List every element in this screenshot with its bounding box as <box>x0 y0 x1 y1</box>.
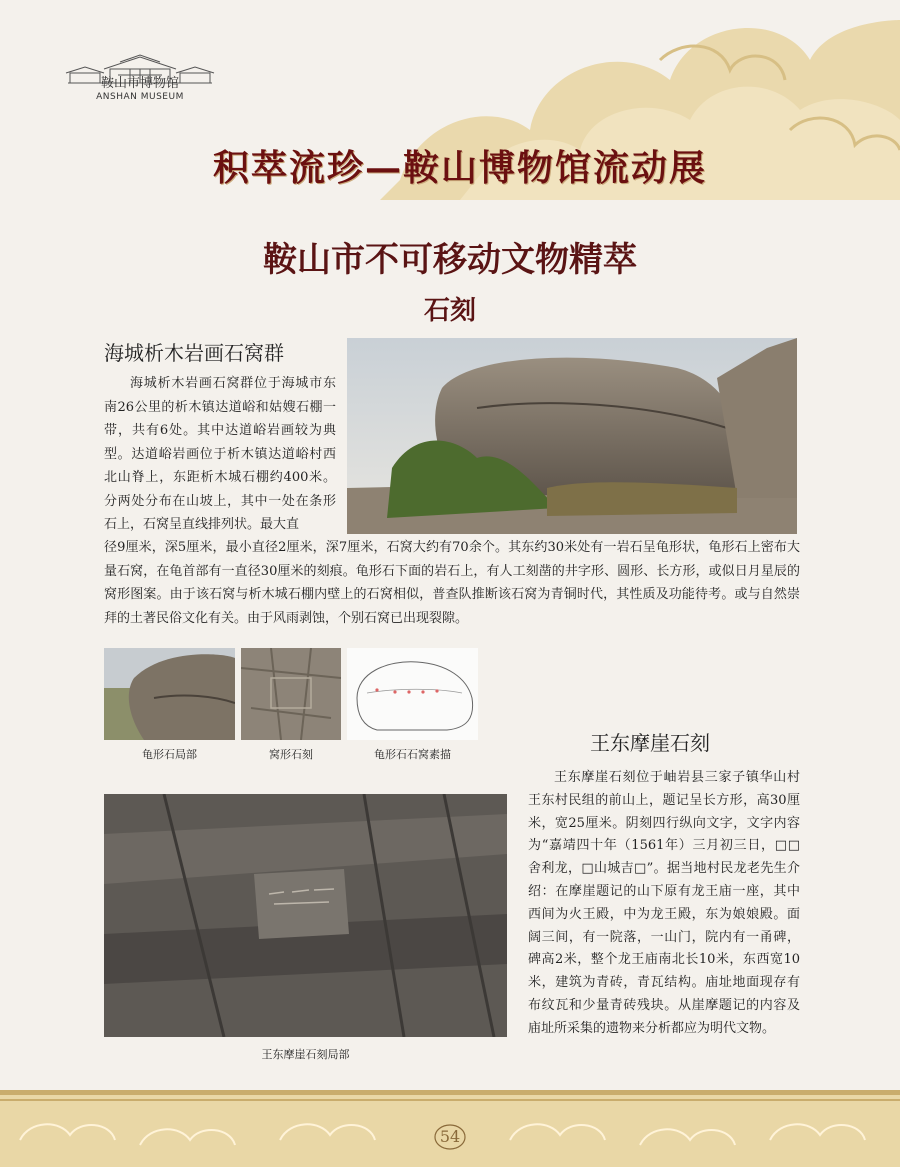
turtle-rock-detail-photo <box>104 648 235 740</box>
section2-title: 王东摩崖石刻 <box>590 731 710 755</box>
turtle-rock-photo <box>347 338 797 534</box>
section1-title: 海城析木岩画石窝群 <box>104 341 284 365</box>
nest-carving-photo <box>241 648 341 740</box>
caption-nest-carving: 窝形石刻 <box>269 748 313 761</box>
turtle-rock-sketch <box>347 648 478 740</box>
logo-english-name: ANSHAN MUSEUM <box>96 92 184 102</box>
caption-turtle-detail: 龟形石局部 <box>142 748 197 761</box>
wangdong-cliff-carving-photo <box>104 794 507 1037</box>
page-number-oval-frame <box>433 1122 467 1152</box>
sub-heading: 石刻 <box>423 296 476 326</box>
section1-paragraph-part1: 海城析木岩画石窝群位于海城市东南26公里的析木镇达道峪和姑嫂石棚一带，共有6处。其中达道峪岩画较为典型。达道峪岩画位于析木镇达道峪村西北山脊上，东距析木城石棚约400米。分两处分布在山坡上，其中一处在条形石上，石窝呈直线排列状。最大直 <box>104 376 336 532</box>
main-heading: 鞍山市不可移动文物精萃 <box>263 240 637 280</box>
section2-paragraph: 王东摩崖石刻位于岫岩县三家子镇华山村王东村民组的前山上，题记呈长方形，高30厘米，宽25厘米。阴刻四行纵向文字，文字内容为“嘉靖四十年（1561年）三月初三日，□□舍利龙，□山城吉□”。据当地村民龙老先生介绍：在摩崖题记的山下原有龙王庙一座，其中西间为火王殿，中为龙王殿，东为娘娘殿。面阔三间，有一院落，一山门，院内有一甬碑，碑高2米，整个龙王庙南北长10米，东西宽10米，建筑为青砖，青瓦结构。庙址地面现存有布纹瓦和少量青砖残块。从崖摩题记的内容及庙址所采集的遗物来分析都应为明代文物。 <box>528 770 800 1036</box>
logo-chinese-name: 鞍山市博物馆 <box>100 76 179 91</box>
caption-wangdong-cliff: 王东摩崖石刻局部 <box>261 1048 350 1061</box>
caption-turtle-sketch: 龟形石石窝素描 <box>374 748 451 761</box>
section1-paragraph-part2: 径9厘米，深5厘米，最小直径2厘米，深7厘米，石窝大约有70余个。其东约30米处有一岩石呈龟形状，龟形石上密布大量石窝，在龟首部有一直径30厘米的刻痕。龟形石下面的岩石上，有人工刻凿的井字形、圆形、长方形，或似日月星辰的窝形图案。由于该石窝与析木城石棚内壁上的石窝相似，普查队推断该石窝为青铜时代，其性质及功能待考。或与自然崇拜的土著民俗文化有关。由于风雨剥蚀，个别石窝已出现裂隙。 <box>104 540 800 626</box>
page-number: 54 <box>439 1127 461 1146</box>
exhibition-banner-title: 积萃流珍—鞍山博物馆流动展 <box>212 147 707 189</box>
